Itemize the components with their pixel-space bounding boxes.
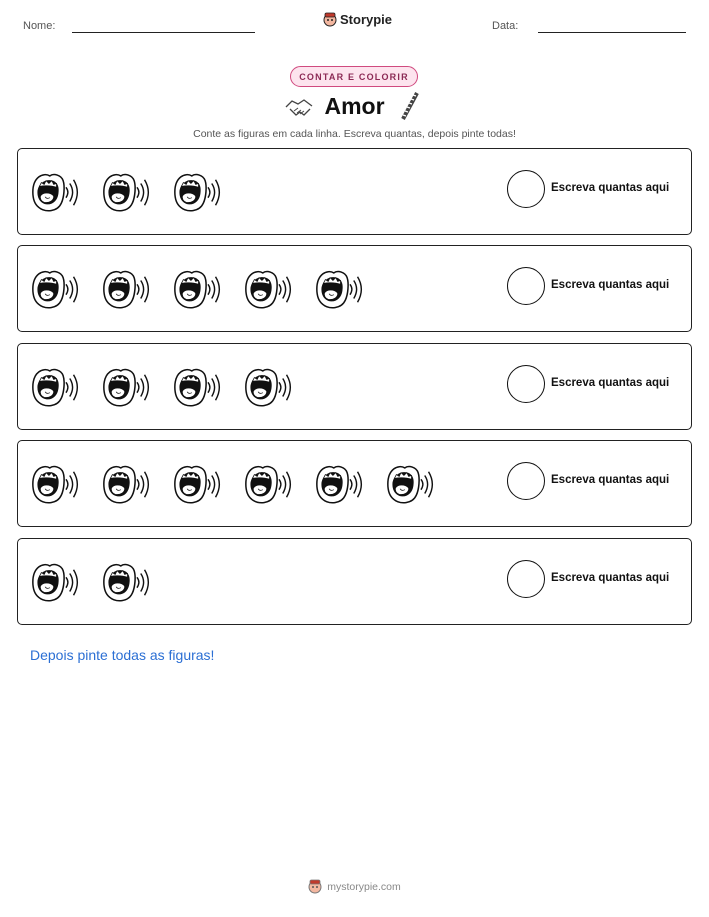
pie-mascot-icon xyxy=(323,12,337,27)
speaking-mouth-icon[interactable] xyxy=(172,265,225,313)
shape-group xyxy=(30,168,225,216)
footer xyxy=(0,879,709,894)
answer-label: Escreva quantas aqui xyxy=(551,279,670,291)
answer-circle[interactable] xyxy=(507,365,545,403)
answer-circle[interactable] xyxy=(507,267,545,305)
speaking-mouth-icon[interactable] xyxy=(172,460,225,508)
shape-group xyxy=(30,558,154,606)
answer-label: Escreva quantas aqui xyxy=(551,572,670,584)
brand-name: Storypie xyxy=(340,12,393,27)
speaking-mouth-icon[interactable] xyxy=(314,265,367,313)
speaking-mouth-icon[interactable] xyxy=(243,460,296,508)
shape-group xyxy=(30,265,367,313)
answer-circle[interactable] xyxy=(507,170,545,208)
answer-circle[interactable] xyxy=(507,462,545,500)
counting-row-5 xyxy=(17,538,692,625)
instructions: Conte as figuras em cada linha. Escreva quantas, depois pinte todas! xyxy=(193,128,516,140)
date-line[interactable] xyxy=(538,32,686,33)
speaking-mouth-icon[interactable] xyxy=(243,265,296,313)
speaking-mouth-icon[interactable] xyxy=(101,460,154,508)
speaking-mouth-icon[interactable] xyxy=(314,460,367,508)
footer-site: mystorypie.com xyxy=(327,880,401,893)
answer-label: Escreva quantas aqui xyxy=(551,182,670,194)
rope-icon xyxy=(395,91,425,121)
speaking-mouth-icon[interactable] xyxy=(30,460,83,508)
shape-group xyxy=(30,460,438,508)
speaking-mouth-icon[interactable] xyxy=(101,168,154,216)
name-line[interactable] xyxy=(72,32,255,33)
counting-row-4 xyxy=(17,440,692,527)
speaking-mouth-icon[interactable] xyxy=(30,168,83,216)
counting-row-1 xyxy=(17,148,692,235)
activity-badge: CONTAR E COLORIR xyxy=(290,66,418,87)
speaking-mouth-icon[interactable] xyxy=(30,265,83,313)
handshake-icon xyxy=(284,91,314,121)
answer-circle[interactable] xyxy=(507,560,545,598)
worksheet-title: Amor xyxy=(324,92,385,119)
name-label: Nome: xyxy=(23,20,56,32)
speaking-mouth-icon[interactable] xyxy=(101,363,154,411)
title-row xyxy=(0,91,709,121)
counting-row-2 xyxy=(17,245,692,332)
speaking-mouth-icon[interactable] xyxy=(101,558,154,606)
speaking-mouth-icon[interactable] xyxy=(172,363,225,411)
answer-label: Escreva quantas aqui xyxy=(551,377,670,389)
speaking-mouth-icon[interactable] xyxy=(172,168,225,216)
pie-mascot-icon xyxy=(308,879,322,894)
shape-group xyxy=(30,363,296,411)
speaking-mouth-icon[interactable] xyxy=(30,363,83,411)
date-label: Data: xyxy=(492,20,519,32)
coloring-prompt: Depois pinte todas as figuras! xyxy=(30,647,215,663)
answer-label: Escreva quantas aqui xyxy=(551,474,670,486)
brand-logo xyxy=(323,12,392,27)
speaking-mouth-icon[interactable] xyxy=(243,363,296,411)
speaking-mouth-icon[interactable] xyxy=(101,265,154,313)
speaking-mouth-icon[interactable] xyxy=(30,558,83,606)
speaking-mouth-icon[interactable] xyxy=(385,460,438,508)
counting-row-3 xyxy=(17,343,692,430)
